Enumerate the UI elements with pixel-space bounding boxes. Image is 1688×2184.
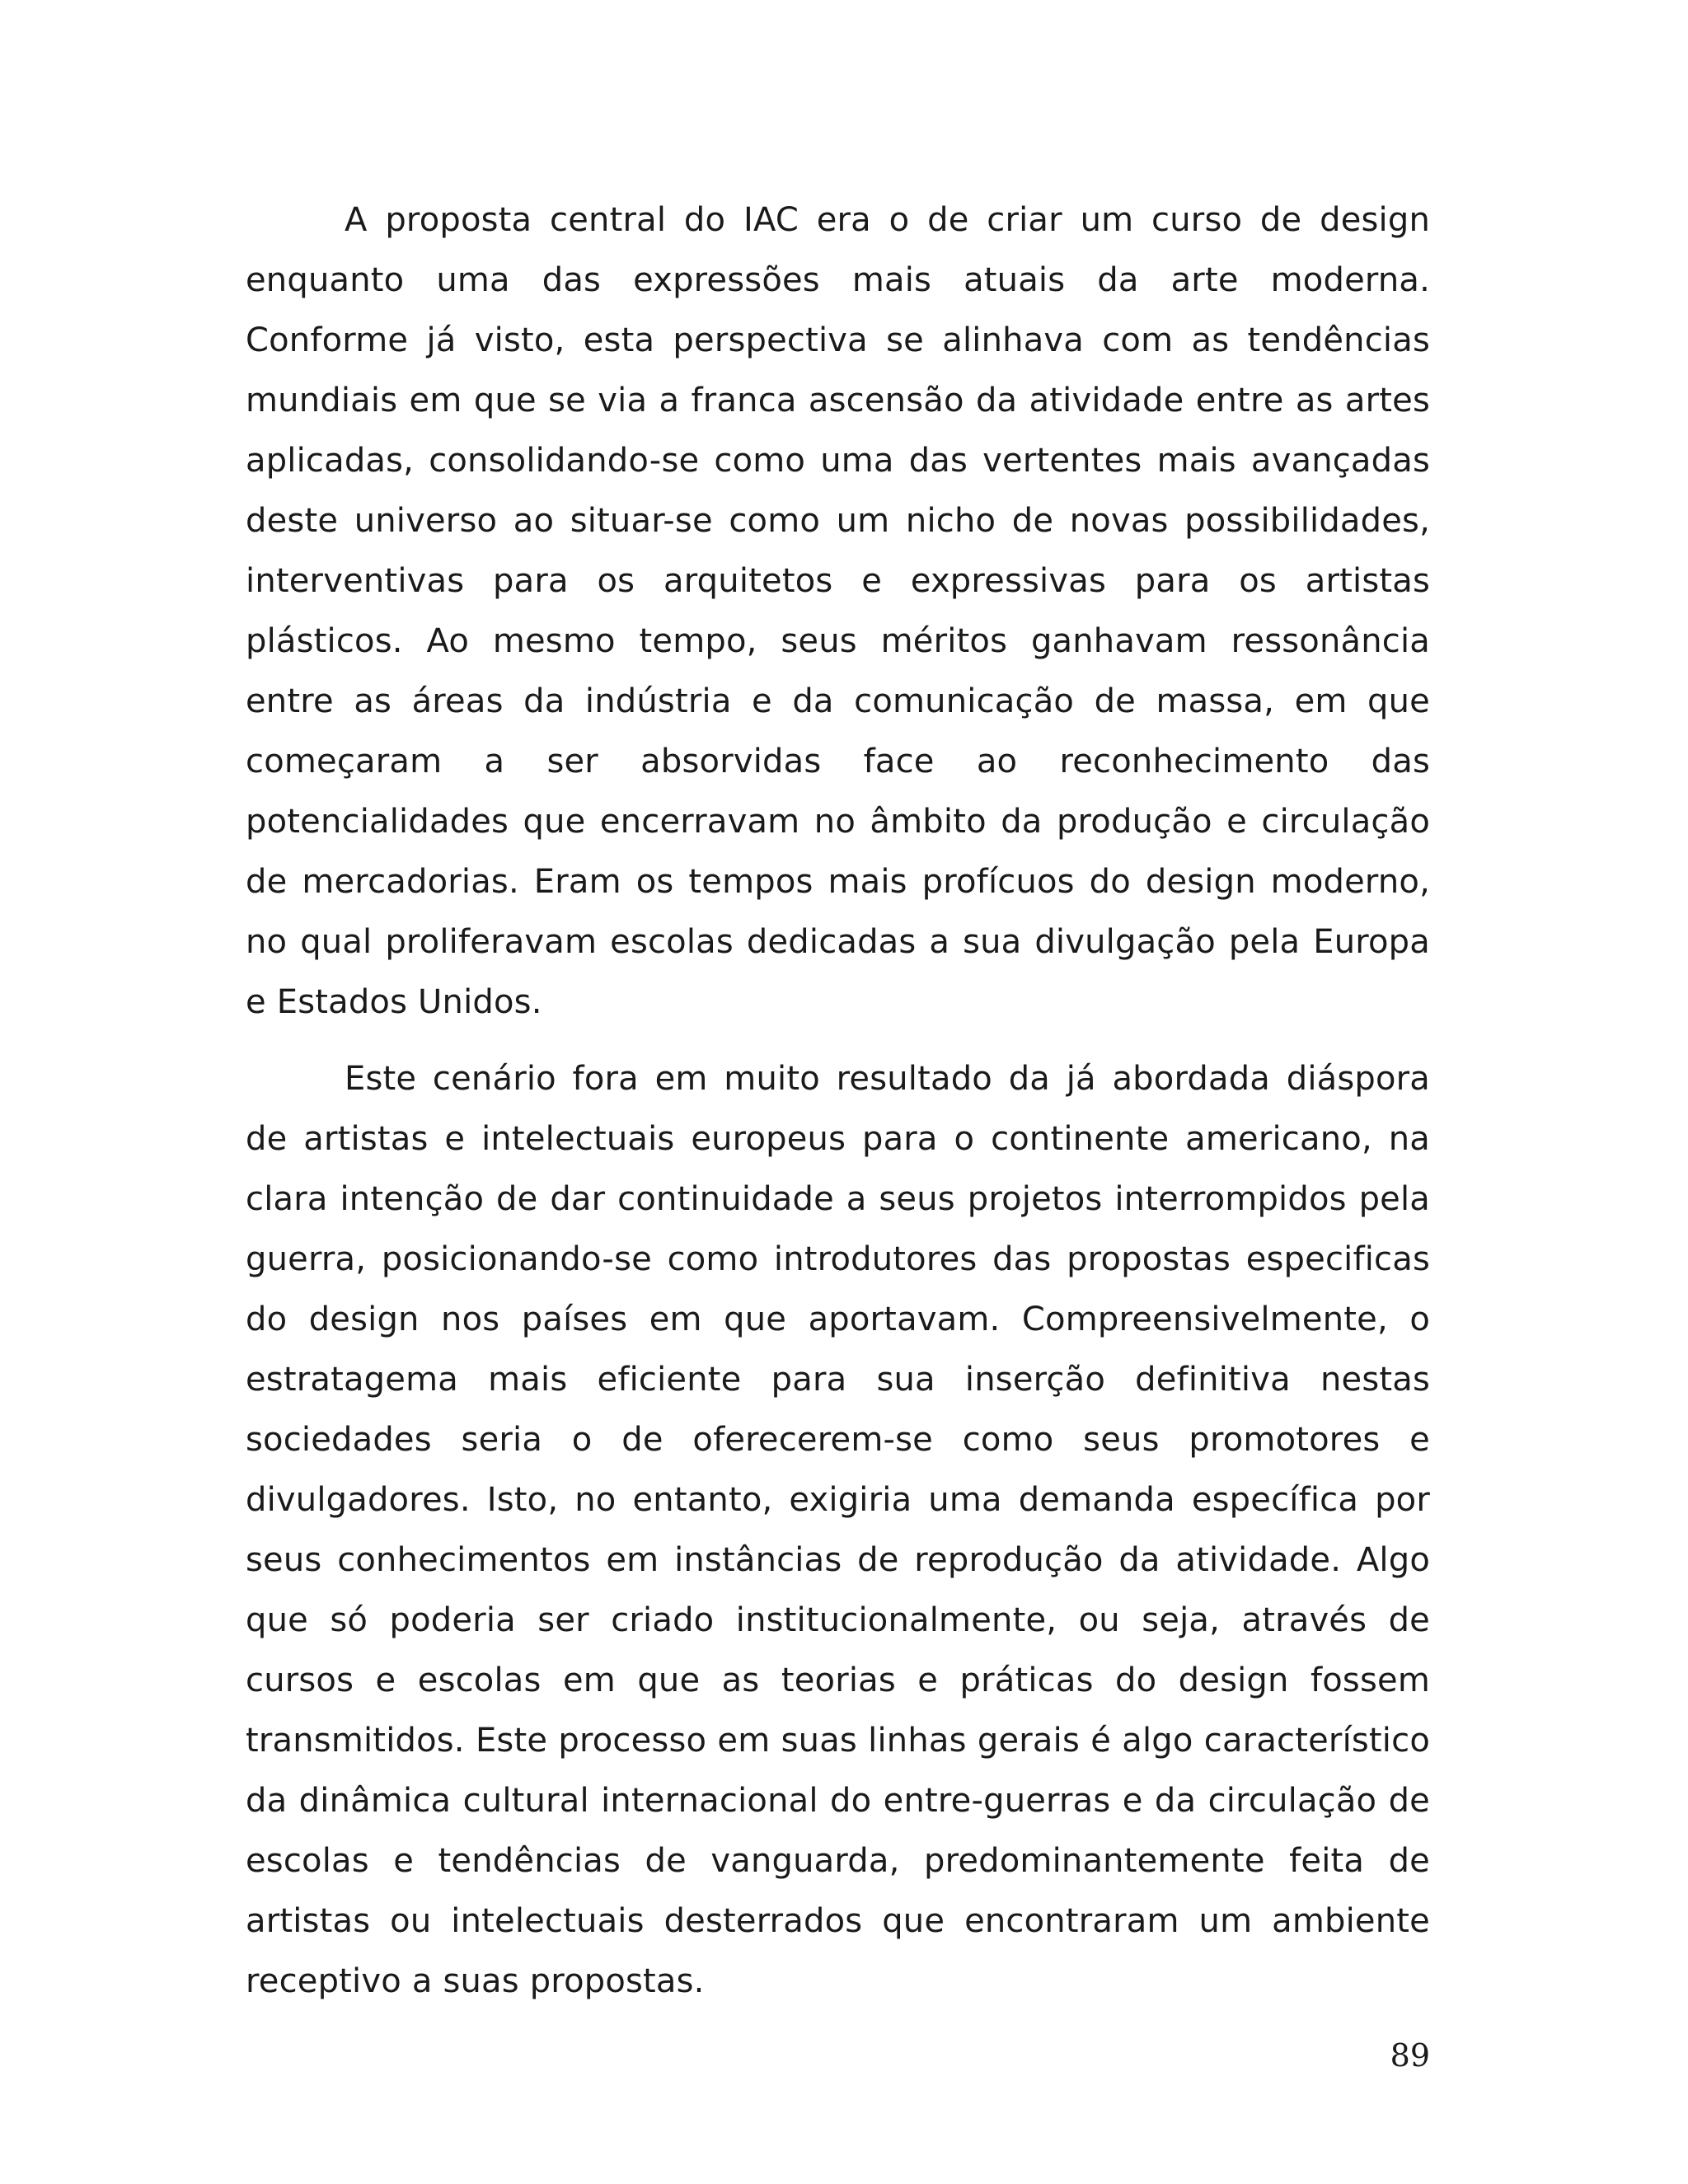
paragraph-2: Este cenário fora em muito resultado da já abordada diáspora de artistas e intelectuais europeus para o continente americano, na clara intenção de dar continuidade a seus projetos interrompidos pela guerra, posicionando-se como introdutores das propostas especificas do design nos países em que aportavam. Compreensivelmente, o estratagema mais eficiente para sua inserção definitiva nestas sociedades seria o de oferecerem-se como seus promotores e divulgadores. Isto, no entanto, exigiria uma demanda específica por seus conhecimentos em instâncias de reprodução da atividade. Algo que só poderia ser criado institucionalmente, ou seja, através de cursos e escolas em que as teorias e práticas do design fossem transmitidos. Este processo em suas linhas gerais é algo característico da dinâmica cultural internacional do entre-guerras e da circulação de escolas e tendências de vanguarda, predominantemente feita de artistas ou intelectuais desterrados que encontraram um ambiente receptivo a suas propostas.	[246, 1060, 1430, 2000]
paragraph-1: A proposta central do IAC era o de criar um curso de design enquanto uma das expressões mais atuais da arte moderna. Conforme já visto, esta perspectiva se alinhava com as tendências mundiais em que se via a franca ascensão da atividade entre as artes aplicadas, consolidando-se como uma das vertentes mais avançadas deste universo ao situar-se como um nicho de novas possibilidades, interventivas para os arquitetos e expressivas para os artistas plásticos. Ao mesmo tempo, seus méritos ganhavam ressonância entre as áreas da indústria e da comunicação de massa, em que começaram a ser absorvidas face ao reconhecimento das potencialidades que encerravam no âmbito da produção e circulação de mercadorias. Eram os tempos mais profícuos do design moderno, no qual proliferavam escolas dedicadas a sua divulgação pela Europa e Estados Unidos.	[246, 201, 1430, 1021]
page-number: 89	[1390, 2037, 1430, 2074]
body-text	[246, 190, 1430, 2012]
